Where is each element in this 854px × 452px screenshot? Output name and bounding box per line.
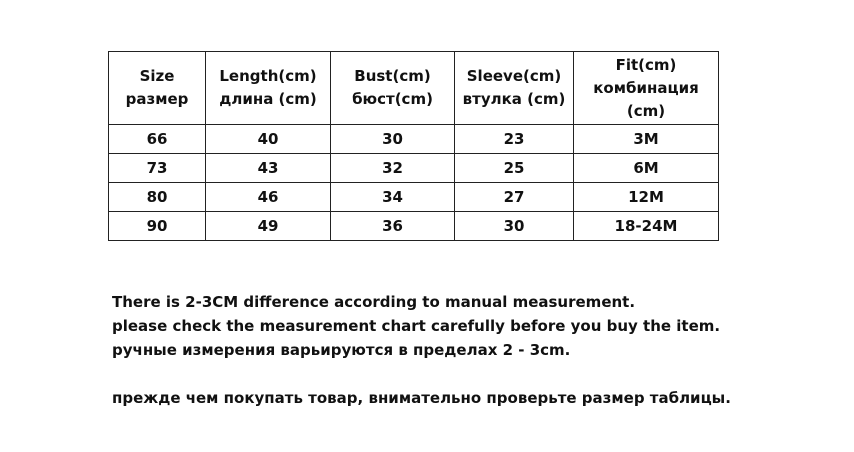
cell-sleeve: 23	[455, 125, 574, 154]
cell-fit: 18-24M	[574, 212, 719, 241]
cell-size: 80	[109, 183, 206, 212]
header-text: размер	[125, 90, 189, 108]
header-size	[109, 52, 206, 125]
header-text: Fit(cm)	[615, 55, 677, 74]
header-text: Sleeve(cm)	[466, 67, 562, 85]
cell-size: 66	[109, 125, 206, 154]
cell-size: 73	[109, 154, 206, 183]
note-line-english-check: please check the measurement chart carefully before you buy the item.	[112, 317, 721, 335]
table-row	[109, 212, 719, 241]
header-length	[206, 52, 331, 125]
header-text: бюст(cm)	[352, 90, 433, 108]
header-text: Bust(cm)	[354, 67, 431, 85]
cell-sleeve: 30	[455, 212, 574, 241]
cell-sleeve: 27	[455, 183, 574, 212]
table-row	[109, 183, 719, 212]
header-text: комбинация	[593, 78, 699, 97]
cell-bust: 30	[331, 125, 455, 154]
header-text: Length(cm)	[219, 67, 317, 85]
cell-fit: 12M	[574, 183, 719, 212]
cell-bust: 32	[331, 154, 455, 183]
cell-length: 40	[206, 125, 331, 154]
cell-length: 49	[206, 212, 331, 241]
note-line-russian-difference: ручные измерения варьируются в пределах 2 - 3cm.	[112, 341, 571, 359]
cell-bust: 36	[331, 212, 455, 241]
measurement-notes	[112, 290, 731, 410]
table-header-row	[109, 52, 719, 125]
note-line-russian-check: прежде чем покупать товар, внимательно проверьте размер таблицы.	[112, 389, 731, 407]
header-text: Size	[139, 67, 175, 85]
table-row	[109, 125, 719, 154]
cell-sleeve: 25	[455, 154, 574, 183]
header-fit	[574, 52, 719, 125]
cell-fit: 6M	[574, 154, 719, 183]
header-text: (cm)	[626, 101, 666, 120]
cell-fit: 3M	[574, 125, 719, 154]
cell-length: 46	[206, 183, 331, 212]
cell-bust: 34	[331, 183, 455, 212]
header-text: втулка (cm)	[462, 90, 566, 108]
cell-length: 43	[206, 154, 331, 183]
table-row	[109, 154, 719, 183]
note-spacer	[112, 362, 731, 386]
size-chart-table	[108, 51, 719, 241]
header-bust	[331, 52, 455, 125]
header-sleeve	[455, 52, 574, 125]
note-line-english-difference: There is 2-3CM difference according to manual measurement.	[112, 293, 636, 311]
header-text: длина (cm)	[219, 90, 317, 108]
cell-size: 90	[109, 212, 206, 241]
